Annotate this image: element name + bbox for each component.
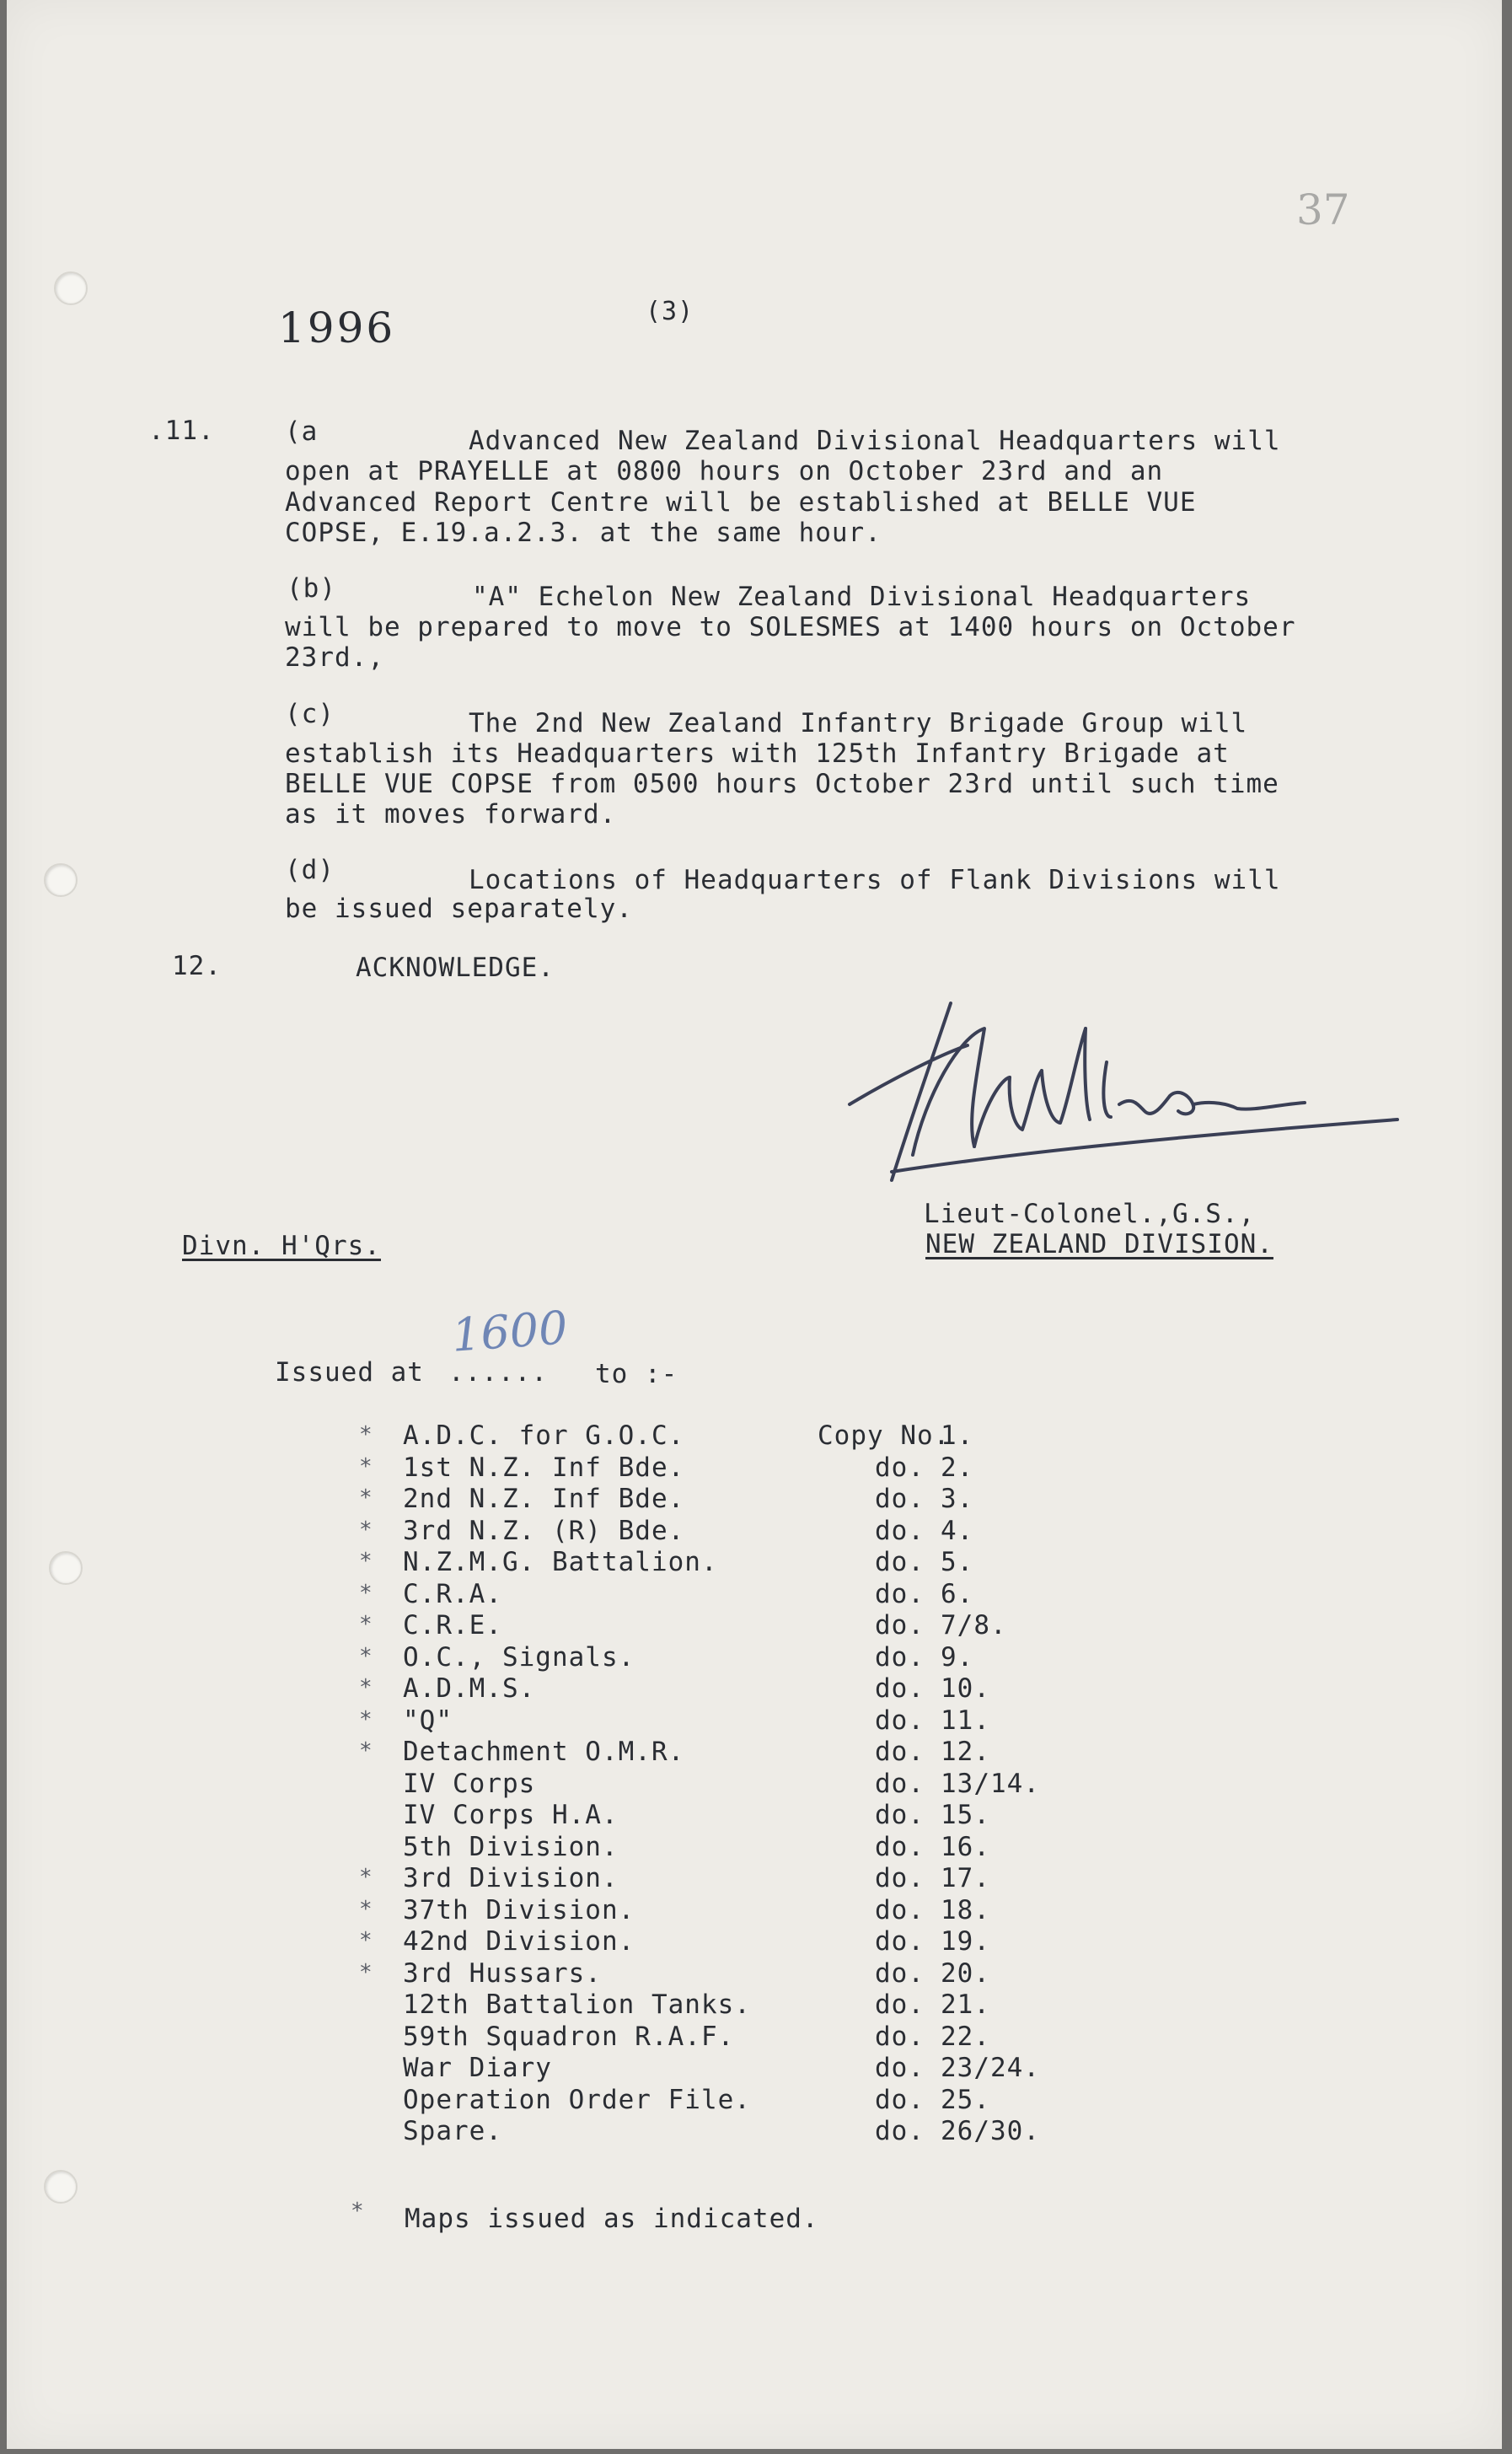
issued-dots: ...... bbox=[448, 1357, 548, 1388]
distribution-map-mark: * bbox=[359, 1675, 373, 1700]
ditto-label: do. bbox=[875, 1737, 925, 1767]
ditto-label: do. bbox=[875, 1452, 925, 1483]
distribution-map-mark: * bbox=[359, 1928, 373, 1953]
paragraph-line: open at PRAYELLE at 0800 hours on October 23rd and an bbox=[285, 456, 1164, 486]
ditto-label: do. bbox=[875, 1957, 925, 1989]
ditto-label: do. bbox=[875, 1926, 925, 1957]
subparagraph-label: (b) bbox=[287, 573, 336, 604]
copy-number: 5. bbox=[941, 1547, 974, 1577]
copy-number: 3. bbox=[941, 1484, 974, 1514]
copy-number: 25. bbox=[941, 2084, 990, 2115]
origin-headquarters: Divn. H'Qrs. bbox=[182, 1231, 381, 1261]
ditto-label: do. bbox=[875, 1894, 925, 1925]
copy-number: 15. bbox=[941, 1800, 990, 1830]
ditto-label: do. bbox=[875, 1578, 925, 1609]
copy-number: 26/30. bbox=[941, 2116, 1040, 2146]
distribution-recipient: Detachment O.M.R. bbox=[403, 1737, 685, 1767]
subparagraph-label: (d) bbox=[285, 855, 335, 885]
copy-number: 22. bbox=[941, 2021, 990, 2052]
signatory-rank: Lieut-Colonel.,G.S., bbox=[924, 1199, 1256, 1229]
distribution-recipient: 5th Division. bbox=[403, 1831, 619, 1862]
distribution-recipient: Spare. bbox=[403, 2116, 502, 2146]
footnote-mark: * bbox=[351, 2199, 364, 2224]
paragraph-number: 12. bbox=[172, 951, 222, 981]
distribution-map-mark: * bbox=[359, 1517, 373, 1543]
distribution-recipient: 3rd Hussars. bbox=[403, 1957, 602, 1989]
paragraph-line: Locations of Headquarters of Flank Divisions will bbox=[469, 865, 1281, 895]
issued-prefix: Issued at bbox=[275, 1357, 424, 1388]
ditto-label: do. bbox=[875, 1863, 925, 1893]
distribution-map-mark: * bbox=[359, 1580, 373, 1606]
distribution-recipient: 12th Battalion Tanks. bbox=[403, 1990, 751, 2020]
paragraph-line: Advanced Report Centre will be established at BELLE VUE bbox=[285, 487, 1197, 518]
distribution-recipient: 3rd Division. bbox=[403, 1863, 619, 1893]
paragraph-line: be issued separately. bbox=[285, 894, 633, 924]
ditto-label: do. bbox=[875, 1705, 925, 1736]
distribution-recipient: 37th Division. bbox=[403, 1894, 635, 1925]
distribution-map-mark: * bbox=[359, 1485, 373, 1511]
paragraph-line: 23rd., bbox=[285, 642, 384, 673]
copy-number: 11. bbox=[941, 1705, 990, 1736]
paragraph-line: "A" Echelon New Zealand Divisional Headquarters bbox=[472, 582, 1252, 612]
copy-number: 21. bbox=[941, 1990, 990, 2020]
ditto-label: do. bbox=[875, 1641, 925, 1673]
ditto-label: do. bbox=[875, 2116, 925, 2146]
distribution-recipient: IV Corps H.A. bbox=[403, 1800, 619, 1830]
acknowledge-text: ACKNOWLEDGE. bbox=[356, 953, 555, 983]
paragraph-line: COPSE, E.19.a.2.3. at the same hour. bbox=[285, 518, 882, 548]
ditto-label: do. bbox=[875, 1768, 925, 1799]
distribution-list bbox=[7, 0, 1502, 2449]
ditto-label: do. bbox=[875, 2021, 925, 2052]
ditto-label: do. bbox=[875, 1547, 925, 1577]
copy-number: 17. bbox=[941, 1863, 990, 1893]
distribution-recipient: A.D.C. for G.O.C. bbox=[403, 1420, 685, 1451]
signatory-unit: NEW ZEALAND DIVISION. bbox=[925, 1229, 1273, 1259]
distribution-recipient: N.Z.M.G. Battalion. bbox=[403, 1547, 718, 1577]
distribution-recipient: IV Corps bbox=[403, 1768, 536, 1799]
distribution-recipient: C.R.E. bbox=[403, 1610, 502, 1640]
subparagraph-label: (a bbox=[285, 416, 319, 447]
copy-number: 18. bbox=[941, 1894, 990, 1925]
copy-number: 2. bbox=[941, 1452, 974, 1483]
distribution-map-mark: * bbox=[359, 1896, 373, 1922]
paragraph-line: establish its Headquarters with 125th Infantry Brigade at bbox=[285, 738, 1230, 769]
copy-number: 19. bbox=[941, 1926, 990, 1957]
folio-number: 37 bbox=[1296, 185, 1350, 234]
distribution-recipient: 2nd N.Z. Inf Bde. bbox=[403, 1484, 685, 1514]
issued-suffix: to :- bbox=[595, 1359, 678, 1389]
distribution-recipient: 59th Squadron R.A.F. bbox=[403, 2021, 735, 2052]
ditto-label: do. bbox=[875, 1990, 925, 2020]
paragraph-line: The 2nd New Zealand Infantry Brigade Group will bbox=[469, 708, 1248, 738]
distribution-map-mark: * bbox=[359, 1738, 373, 1764]
copy-number: 10. bbox=[941, 1673, 990, 1704]
paragraph-line: Advanced New Zealand Divisional Headquarters will bbox=[469, 426, 1281, 456]
page-number: (3) bbox=[646, 297, 694, 326]
distribution-recipient: A.D.M.S. bbox=[403, 1673, 536, 1704]
distribution-recipient: 1st N.Z. Inf Bde. bbox=[403, 1452, 685, 1483]
distribution-map-mark: * bbox=[359, 1612, 373, 1637]
copy-number: 20. bbox=[941, 1957, 990, 1989]
file-number: 1996 bbox=[278, 303, 396, 352]
paragraph-number: .11. bbox=[148, 416, 215, 446]
copy-number: 7/8. bbox=[941, 1610, 1007, 1640]
distribution-map-mark: * bbox=[359, 1865, 373, 1890]
distribution-recipient: 3rd N.Z. (R) Bde. bbox=[403, 1515, 685, 1546]
distribution-recipient: 42nd Division. bbox=[403, 1926, 635, 1957]
paragraph-line: will be prepared to move to SOLESMES at 1400 hours on October bbox=[285, 612, 1296, 642]
distribution-recipient: War Diary bbox=[403, 2053, 552, 2083]
copy-number: 23/24. bbox=[941, 2053, 1040, 2083]
ditto-label: do. bbox=[875, 1831, 925, 1862]
distribution-recipient: O.C., Signals. bbox=[403, 1641, 635, 1673]
ditto-label: do. bbox=[875, 1610, 925, 1640]
distribution-map-mark: * bbox=[359, 1643, 373, 1669]
copy-number: 9. bbox=[941, 1641, 974, 1673]
distribution-map-mark: * bbox=[359, 1959, 373, 1985]
ditto-label: do. bbox=[875, 1484, 925, 1514]
distribution-recipient: C.R.A. bbox=[403, 1578, 502, 1609]
copy-number: 1. bbox=[941, 1420, 974, 1451]
copy-number: 4. bbox=[941, 1515, 974, 1546]
ditto-label: do. bbox=[875, 2084, 925, 2115]
issued-time-handwritten: 1600 bbox=[449, 1301, 570, 1362]
distribution-map-mark: * bbox=[359, 1422, 373, 1447]
distribution-map-mark: * bbox=[359, 1549, 373, 1574]
paragraph-line: as it moves forward. bbox=[285, 799, 617, 830]
subparagraph-label: (c) bbox=[285, 699, 335, 729]
distribution-map-mark: * bbox=[359, 1706, 373, 1732]
copy-number-header: Copy No. bbox=[818, 1420, 951, 1451]
document-page bbox=[7, 0, 1502, 2449]
copy-number: 16. bbox=[941, 1831, 990, 1862]
distribution-recipient: Operation Order File. bbox=[403, 2084, 751, 2115]
ditto-label: do. bbox=[875, 1800, 925, 1830]
footnote-text: Maps issued as indicated. bbox=[405, 2204, 819, 2234]
distribution-map-mark: * bbox=[359, 1453, 373, 1479]
ditto-label: do. bbox=[875, 2053, 925, 2083]
copy-number: 6. bbox=[941, 1578, 974, 1609]
copy-number: 13/14. bbox=[941, 1768, 1040, 1799]
ditto-label: do. bbox=[875, 1515, 925, 1546]
copy-number: 12. bbox=[941, 1737, 990, 1767]
ditto-label: do. bbox=[875, 1673, 925, 1704]
distribution-recipient: "Q" bbox=[403, 1705, 453, 1736]
paragraph-line: BELLE VUE COPSE from 0500 hours October 23rd until such time bbox=[285, 769, 1279, 799]
